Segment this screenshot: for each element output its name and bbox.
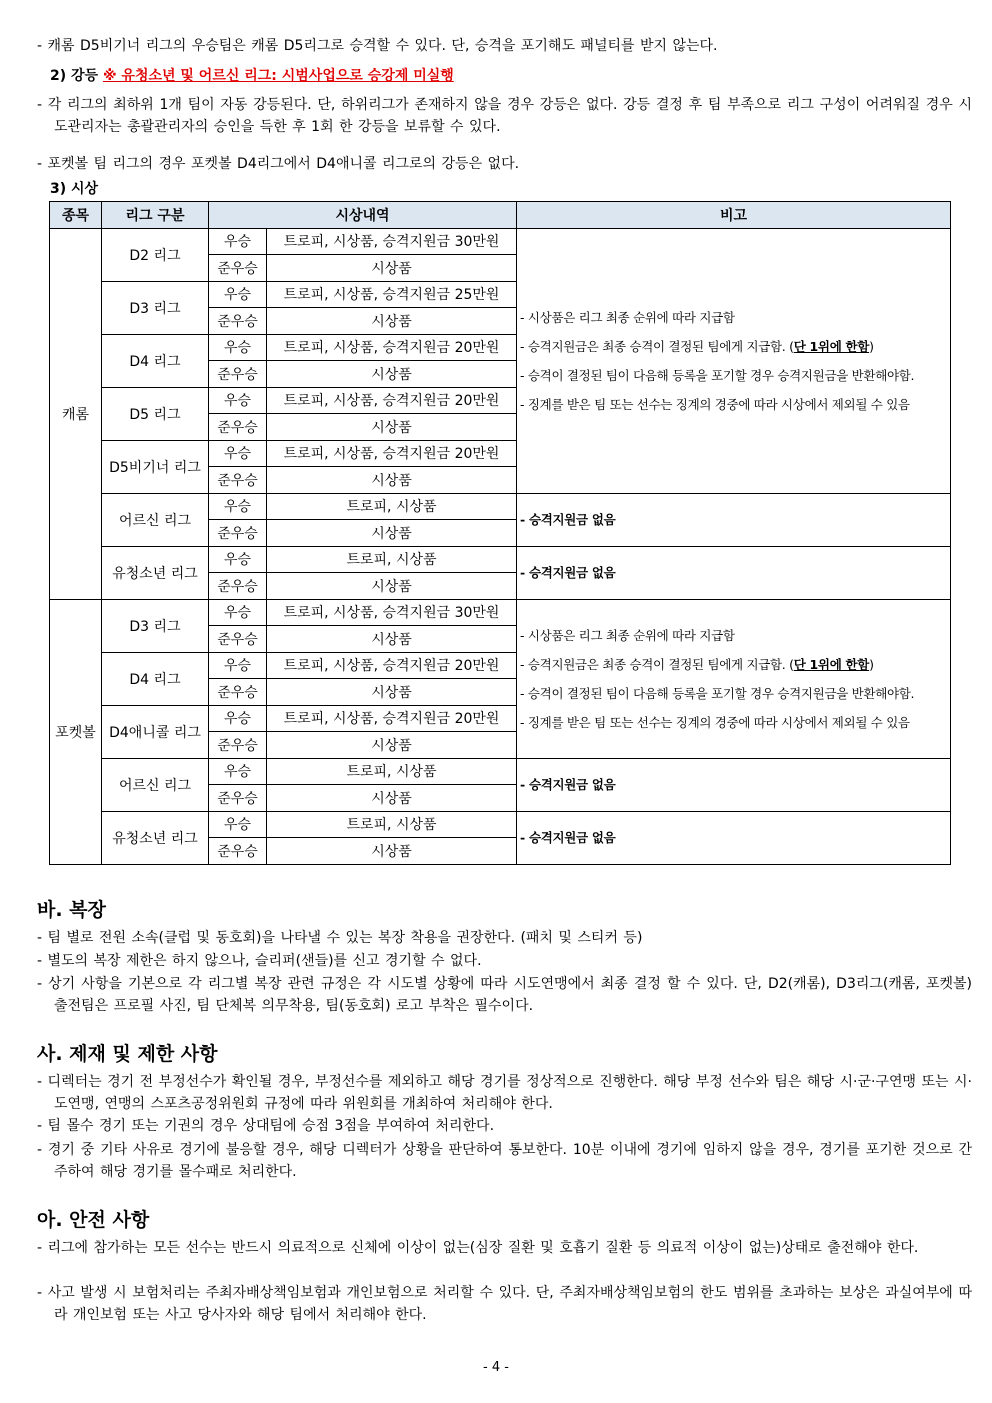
rank-win: 우승: [209, 652, 267, 679]
remarks-cell: - 승격지원금 없음: [517, 811, 951, 864]
safety-item-2: - 사고 발생 시 보험처리는 주최자배상책임보험과 개인보험으로 처리할 수 있다. 단, 주최자배상책임보험의 한도 범위를 초과하는 보상은 과실여부에 따라 개인보험 또는 사고 당사자와 해당 팀에서 처리해야 한다.: [37, 1285, 972, 1323]
remark-line: - 징계를 받은 팀 또는 선수는 징계의 경중에 따라 시상에서 제외될 수 있음: [520, 396, 910, 412]
rank-runner-up: 준우승: [209, 679, 267, 706]
runner-up-prize: 시상품: [267, 626, 517, 653]
win-prize: 트로피, 시상품, 승격지원금 20만원: [267, 705, 517, 732]
awards-table: [49, 201, 951, 865]
remarks-cell: [517, 228, 951, 493]
intro-text: - 캐롬 D5비기너 리그의 우승팀은 캐롬 D5리그로 승격할 수 있다. 단, 승격을 포기해도 패널티를 받지 않는다.: [37, 38, 718, 54]
runner-up-prize: 시상품: [267, 361, 517, 388]
runner-up-prize: 시상품: [267, 255, 517, 282]
sanctions-item-2: - 팀 몰수 경기 또는 기권의 경우 상대팀에 승점 3점을 부여하여 처리한다.: [37, 1118, 495, 1134]
uniform-item-3: - 상기 사항을 기본으로 각 리그별 복장 관련 규정은 각 시도별 상황에 따라 시도연맹에서 최종 결정 할 수 있다. 단, D2(캐롬), D3리그(캐롬, 포켓볼) 출전팀은 프로필 사진, 팀 단체복 의무착용, 팀(동호회) 로고 부착은 필수이다.: [37, 976, 972, 1014]
remark-line: - 승격이 결정된 팀이 다음해 등록을 포기할 경우 승격지원금을 반환해야함.: [520, 367, 915, 383]
league-name: 유청소년 리그: [102, 546, 209, 599]
runner-up-prize: 시상품: [267, 732, 517, 759]
runner-up-prize: 시상품: [267, 520, 517, 547]
sanctions-item-1: - 디렉터는 경기 전 부정선수가 확인될 경우, 부정선수를 제외하고 해당 경기를 정상적으로 진행한다. 해당 부정 선수와 팀은 해당 시·군·구연맹 또는 시·도연맹, 연맹의 스포츠공정위원회 규정에 따라 위원회를 개최하여 처리해야 한다.: [37, 1074, 972, 1112]
uniform-item-1: - 팀 별로 전원 소속(클럽 및 동호회)을 나타낼 수 있는 복장 착용을 권장한다. (패치 및 스티커 등): [37, 930, 643, 946]
league-name: 유청소년 리그: [102, 811, 209, 864]
remark-line: - 시상품은 리그 최종 순위에 따라 지급함: [520, 627, 735, 643]
win-prize: 트로피, 시상품, 승격지원금 25만원: [267, 281, 517, 308]
runner-up-prize: 시상품: [267, 679, 517, 706]
rank-win: 우승: [209, 546, 267, 573]
demotion-heading-label: 2) 강등: [50, 68, 99, 84]
win-prize: 트로피, 시상품, 승격지원금 20만원: [267, 440, 517, 467]
remark-emphasis: 단 1위에 한함: [793, 338, 870, 354]
awards-heading: 3) 시상: [50, 181, 99, 197]
demotion-heading-note: ※ 유청소년 및 어르신 리그: 시범사업으로 승강제 미실행: [102, 68, 454, 84]
rank-win: 우승: [209, 493, 267, 520]
remark-line: - 징계를 받은 팀 또는 선수는 징계의 경중에 따라 시상에서 제외될 수 있음: [520, 714, 910, 730]
sport-cell: 포켓볼: [50, 599, 102, 864]
awards-table-header: [50, 202, 951, 229]
rank-runner-up: 준우승: [209, 732, 267, 759]
win-prize: 트로피, 시상품, 승격지원금 30만원: [267, 599, 517, 626]
col-content: 시상내역: [209, 202, 517, 229]
win-prize: 트로피, 시상품: [267, 493, 517, 520]
runner-up-prize: 시상품: [267, 838, 517, 865]
league-name: D3 리그: [102, 599, 209, 652]
uniform-heading: 바. 복장: [37, 899, 106, 921]
runner-up-prize: 시상품: [267, 785, 517, 812]
rank-win: 우승: [209, 758, 267, 785]
league-name: D4 리그: [102, 334, 209, 387]
rank-runner-up: 준우승: [209, 626, 267, 653]
safety-item-1: - 리그에 참가하는 모든 선수는 반드시 의료적으로 신체에 이상이 없는(심장 질환 및 호흡기 질환 등 의료적 이상이 없는)상태로 출전해야 한다.: [37, 1240, 919, 1256]
table-row: [50, 811, 951, 838]
sanctions-item-3: - 경기 중 기타 사유로 경기에 불응할 경우, 해당 디렉터가 상황을 판단하여 통보한다. 10분 이내에 경기에 임하지 않을 경우, 경기를 포기한 것으로 간주하여 해당 경기를 몰수패로 처리한다.: [37, 1142, 972, 1180]
rank-runner-up: 준우승: [209, 520, 267, 547]
demotion-item-1: - 각 리그의 최하위 1개 팀이 자동 강등된다. 단, 하위리그가 존재하지 않을 경우 강등은 없다. 강등 결정 후 팀 부족으로 리그 구성이 어려워질 경우 시도관리자는 총괄관리자의 승인을 득한 후 1회 한 강등을 보류할 수 있다.: [37, 97, 972, 135]
sanctions-heading: 사. 제재 및 제한 사항: [37, 1043, 218, 1065]
rank-win: 우승: [209, 334, 267, 361]
runner-up-prize: 시상품: [267, 573, 517, 600]
rank-win: 우승: [209, 228, 267, 255]
rank-win: 우승: [209, 440, 267, 467]
safety-heading: 아. 안전 사항: [37, 1209, 150, 1231]
league-name: D4 리그: [102, 652, 209, 705]
league-name: D5 리그: [102, 387, 209, 440]
rank-runner-up: 준우승: [209, 467, 267, 494]
remark-line: - 시상품은 리그 최종 순위에 따라 지급함: [520, 309, 735, 325]
table-row: [50, 546, 951, 573]
remark-text: ): [869, 656, 874, 672]
rank-runner-up: 준우승: [209, 361, 267, 388]
league-name: 어르신 리그: [102, 493, 209, 546]
demotion-heading: [50, 65, 454, 87]
rank-runner-up: 준우승: [209, 255, 267, 282]
rank-win: 우승: [209, 599, 267, 626]
remarks-cell: - 승격지원금 없음: [517, 546, 951, 599]
rank-runner-up: 준우승: [209, 838, 267, 865]
win-prize: 트로피, 시상품, 승격지원금 30만원: [267, 228, 517, 255]
runner-up-prize: 시상품: [267, 308, 517, 335]
rank-win: 우승: [209, 705, 267, 732]
col-remarks: 비고: [517, 202, 951, 229]
sport-cell: 캐롬: [50, 228, 102, 599]
league-name: D5비기너 리그: [102, 440, 209, 493]
uniform-item-2: - 별도의 복장 제한은 하지 않으나, 슬리퍼(샌들)를 신고 경기할 수 없다.: [37, 953, 482, 969]
remark-line: [520, 650, 950, 679]
remarks-cell: - 승격지원금 없음: [517, 493, 951, 546]
win-prize: 트로피, 시상품, 승격지원금 20만원: [267, 387, 517, 414]
remarks-cell: [517, 599, 951, 758]
table-row: [50, 493, 951, 520]
table-row: [50, 228, 951, 255]
win-prize: 트로피, 시상품, 승격지원금 20만원: [267, 334, 517, 361]
league-name: D4애니콜 리그: [102, 705, 209, 758]
rank-runner-up: 준우승: [209, 414, 267, 441]
league-name: 어르신 리그: [102, 758, 209, 811]
win-prize: 트로피, 시상품: [267, 758, 517, 785]
league-name: D3 리그: [102, 281, 209, 334]
runner-up-prize: 시상품: [267, 467, 517, 494]
remark-emphasis: 단 1위에 한함: [793, 656, 870, 672]
table-row: [50, 758, 951, 785]
rank-win: 우승: [209, 811, 267, 838]
col-league: 리그 구분: [102, 202, 209, 229]
rank-win: 우승: [209, 387, 267, 414]
win-prize: 트로피, 시상품: [267, 546, 517, 573]
rank-runner-up: 준우승: [209, 573, 267, 600]
remark-text: ): [869, 338, 874, 354]
remark-text: - 승격지원금은 최종 승격이 결정된 팀에게 지급함. (: [520, 338, 794, 354]
win-prize: 트로피, 시상품, 승격지원금 20만원: [267, 652, 517, 679]
rank-runner-up: 준우승: [209, 785, 267, 812]
remark-line: [520, 332, 950, 361]
remarks-cell: - 승격지원금 없음: [517, 758, 951, 811]
col-sport: 종목: [50, 202, 102, 229]
rank-win: 우승: [209, 281, 267, 308]
demotion-item-2: - 포켓볼 팀 리그의 경우 포켓볼 D4리그에서 D4애니콜 리그로의 강등은 없다.: [37, 156, 520, 172]
page-number: - 4 -: [483, 1360, 509, 1375]
remark-line: - 승격이 결정된 팀이 다음해 등록을 포기할 경우 승격지원금을 반환해야함.: [520, 685, 915, 701]
rank-runner-up: 준우승: [209, 308, 267, 335]
win-prize: 트로피, 시상품: [267, 811, 517, 838]
runner-up-prize: 시상품: [267, 414, 517, 441]
remark-text: - 승격지원금은 최종 승격이 결정된 팀에게 지급함. (: [520, 656, 794, 672]
table-row: [50, 599, 951, 626]
league-name: D2 리그: [102, 228, 209, 281]
